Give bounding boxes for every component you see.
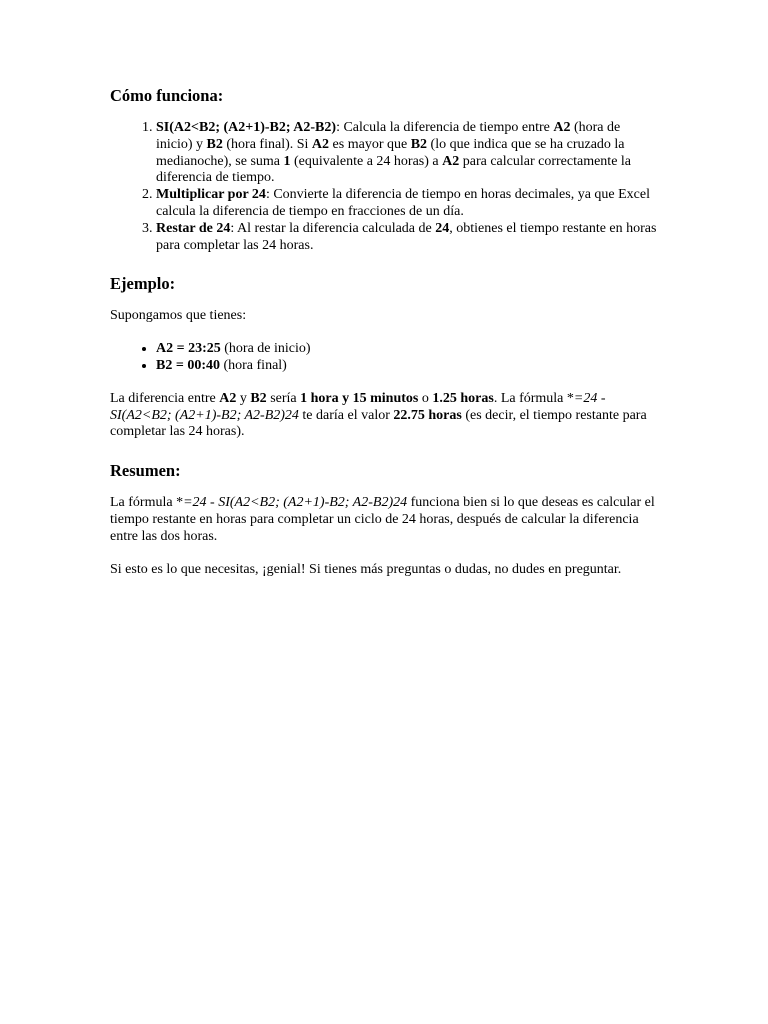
formula-term: SI(A2<B2; (A2+1)-B2; A2-B2) <box>156 120 337 135</box>
summary-paragraph: La fórmula *=24 - SI(A2<B2; (A2+1)-B2; A2-B2)24 funciona bien si lo que deseas es calcular el tiempo restante en horas para completar un ciclo de 24 horas, después de calcular la diferencia entre las dos horas. <box>110 495 655 544</box>
steps-list <box>110 120 658 254</box>
list-item: • A2 = 23:25 (hora de inicio) <box>156 341 658 358</box>
example-bullets <box>110 341 658 375</box>
closing-paragraph: Si esto es lo que necesitas, ¡genial! Si tienes más preguntas o dudas, no dudes en preguntar. <box>110 561 622 577</box>
list-item: • B2 = 00:40 (hora final) <box>156 358 658 375</box>
heading-resumen: Resumen: <box>110 461 181 481</box>
example-paragraph: La diferencia entre A2 y B2 sería 1 hora y 15 minutos o 1.25 horas. La fórmula *=24 - SI(A2<B2; (A2+1)-B2; A2-B2)24 te daría el valor 22.75 horas (es decir, el tiempo restante para completar las 24 horas). <box>110 390 647 440</box>
document-page <box>110 86 658 578</box>
heading-ejemplo: Ejemplo: <box>110 274 176 294</box>
formula-text: =24 - SI(A2<B2; (A2+1)-B2; A2-B2)24 <box>183 495 408 511</box>
list-item: 1. SI(A2<B2; (A2+1)-B2; A2-B2): Calcula la diferencia de tiempo entre A2 (hora de inicio) y B2 (hora final). Si A2 es mayor que B2 (lo que indica que se ha cruzado la medianoche), se suma 1 (equivalente a 24 horas) a A2 para calcular correctamente la diferencia de tiempo. <box>156 120 658 187</box>
list-item: 3. Restar de 24: Al restar la diferencia calculada de 24, obtienes el tiempo restante en horas para completar las 24 horas. <box>156 221 658 255</box>
step-term: Restar de 24 <box>156 220 231 236</box>
formula-text: =24 - SI(A2<B2; (A2+1)-B2; A2-B2)24 <box>110 390 606 423</box>
step-term: Multiplicar por 24 <box>156 187 266 203</box>
example-intro: Supongamos que tienes: <box>110 308 247 324</box>
heading-como-funciona: Cómo funciona: <box>110 86 224 105</box>
list-item: 2. Multiplicar por 24: Convierte la diferencia de tiempo en horas decimales, ya que Excel calcula la diferencia de tiempo en fracciones de un día. <box>156 187 658 221</box>
